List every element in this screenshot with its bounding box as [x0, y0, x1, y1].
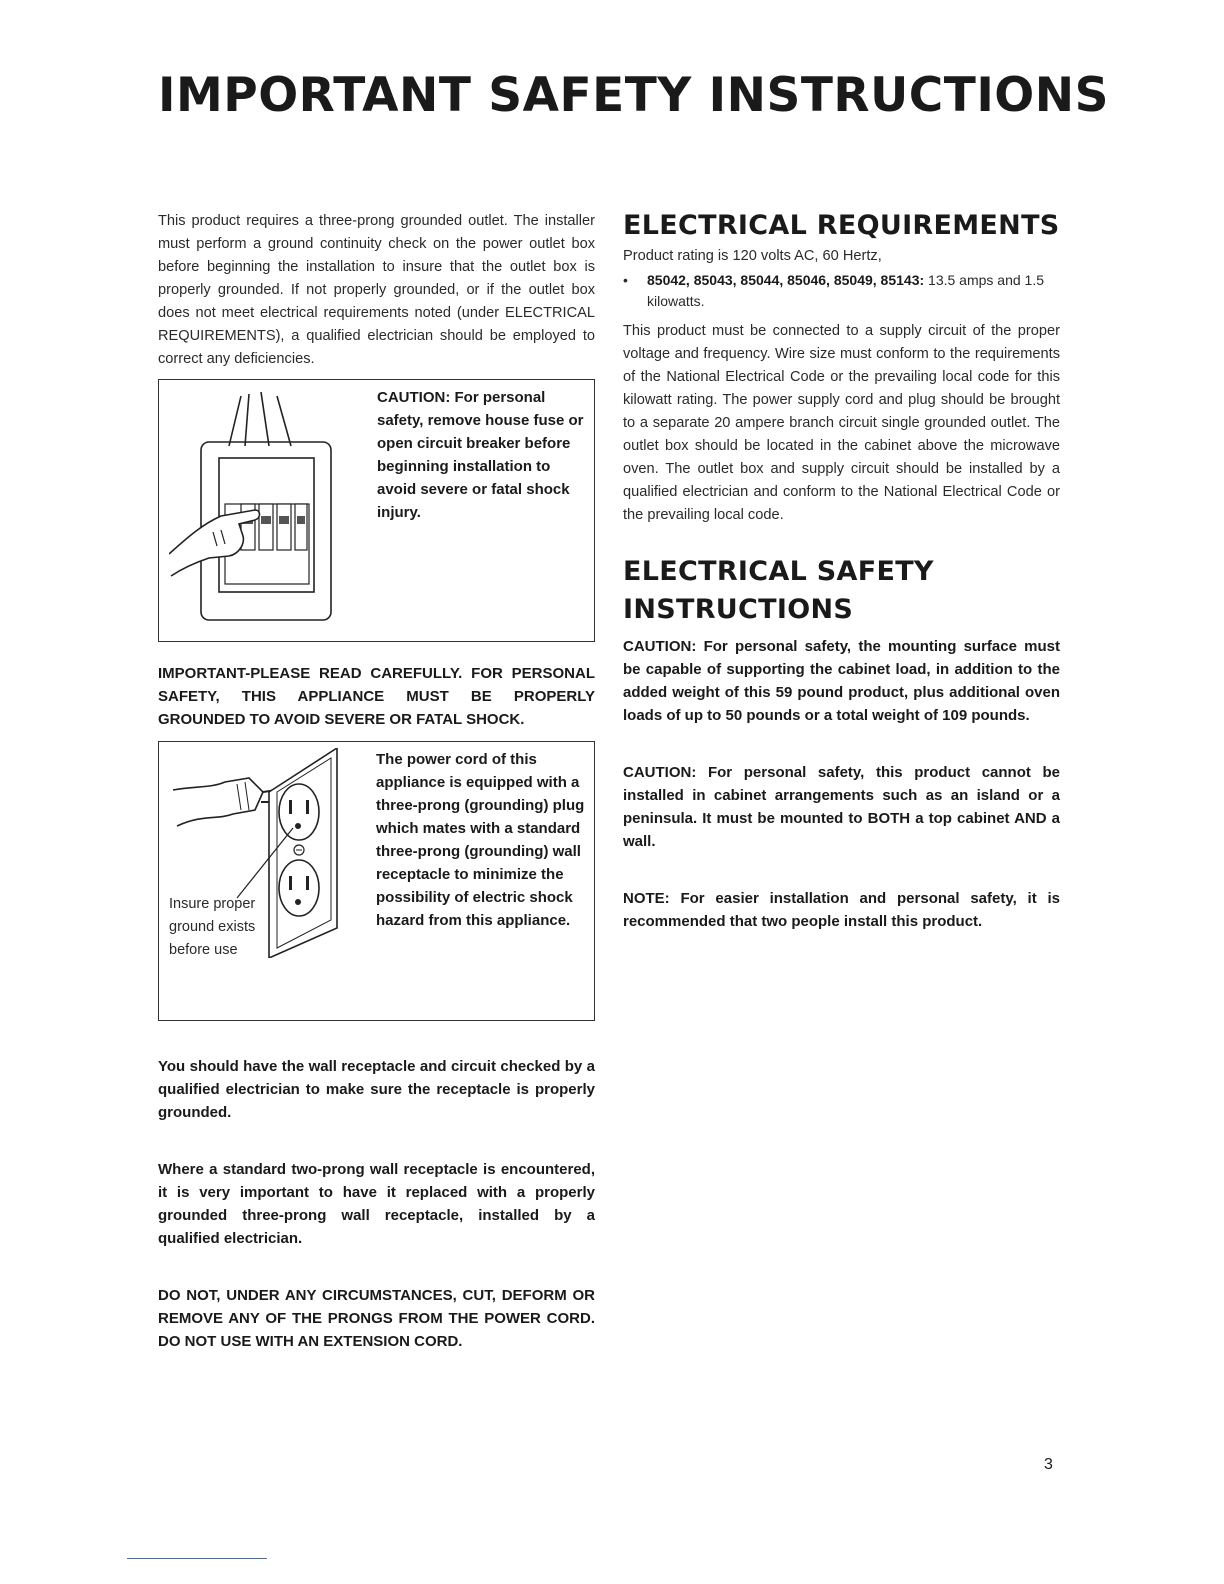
paragraph-do-not: DO NOT, UNDER ANY CIRCUMSTANCES, CUT, DEFORM OR REMOVE ANY OF THE PRONGS FROM THE POWER CORD. DO NOT USE WITH AN EXTENSION CORD.: [158, 1287, 595, 1350]
product-rating: Product rating is 120 volts AC, 60 Hertz,: [623, 248, 882, 264]
model-bullet: [623, 270, 1060, 312]
bullet-dot: •: [623, 272, 628, 288]
caution-body: For personal safety, remove house fuse or open circuit breaker before beginning installation to avoid severe or fatal shock injury.: [377, 389, 584, 521]
caution-cabinet-text: For personal safety, this product cannot be installed in cabinet arrangements such as an island or a peninsula. It must be mounted to BOTH a top cabinet AND a wall.: [623, 764, 1061, 850]
intro-paragraph: This product requires a three-prong grounded outlet. The installer must perform a ground continuity check on the power outlet box before beginning the installation to insure that the outlet box is properly grounded. If not properly grounded, or if the outlet box does not meet electrical requirements noted (under ELECTRICAL REQUIREMENTS), a qualified electrician should be employed to correct any deficiencies.: [158, 213, 595, 367]
caution-label: CAUTION:: [377, 389, 451, 406]
paragraph-two-prong: Where a standard two-prong wall receptacle is encountered, it is very important to have it replaced with a properly grounded three-prong wall receptacle, installed by a qualified electrician.: [158, 1161, 595, 1247]
requirements-paragraph: This product must be connected to a supply circuit of the proper voltage and frequency. Wire size must conform to the requirements of the National Electrical Code or the prevailing local code for this kilowatt rating. The power supply cord and plug should be brought to a separate 20 ampere branch circuit single grounded outlet. The outlet box should be located in the cabinet above the microwave oven. The outlet box and supply circuit should be installed by a qualified electrician and conform to the National Electrical Code or the prevailing local code.: [623, 323, 1060, 523]
power-cord-box: [158, 741, 595, 1021]
electrical-safety-heading: [623, 553, 1060, 629]
important-notice: IMPORTANT-PLEASE READ CAREFULLY. FOR PERSONAL SAFETY, THIS APPLIANCE MUST BE PROPERLY GROUNDED TO AVOID SEVERE OR FATAL SHOCK.: [158, 665, 595, 728]
power-cord-text: The power cord of this appliance is equipped with a three-prong (grounding) plug which mates with a standard three-prong (grounding) wall receptacle to minimize the possibility of electric shock hazard from this appliance.: [376, 751, 585, 929]
safety-heading-line1: ELECTRICAL SAFETY: [623, 556, 934, 587]
caution-mounting: [623, 635, 1060, 727]
note-label: NOTE:: [623, 890, 670, 907]
caution-box-breaker: [158, 379, 595, 642]
footer-rule: [127, 1558, 267, 1559]
model-spec: 13.5 amps and 1.5 kilowatts.: [647, 272, 1045, 309]
caution-mounting-text: For personal safety, the mounting surface must be capable of supporting the cabinet load, in addition to the added weight of this 59 pound product, plus additional oven loads of up to 50 pounds or a total weight of 109 pounds.: [623, 638, 1060, 724]
illustration-caption: Insure proper ground exists before use: [169, 896, 256, 958]
installation-note: [623, 887, 1060, 933]
page-title: IMPORTANT SAFETY INSTRUCTIONS: [158, 68, 1109, 123]
caution-text-breaker: [377, 386, 589, 524]
electrical-requirements-heading: ELECTRICAL REQUIREMENTS: [623, 210, 1060, 241]
circuit-breaker-illustration: [169, 386, 379, 626]
paragraph-check-receptacle: You should have the wall receptacle and circuit checked by a qualified electrician to make sure the receptacle is properly grounded.: [158, 1058, 595, 1121]
left-column: [158, 210, 595, 1353]
caution-cabinet-label: CAUTION:: [623, 764, 697, 781]
caution-mounting-label: CAUTION:: [623, 638, 697, 655]
right-column: [623, 210, 1060, 933]
caution-cabinet: [623, 761, 1060, 853]
note-text: For easier installation and personal safety, it is recommended that two people install this product.: [623, 890, 1060, 930]
model-numbers: 85042, 85043, 85044, 85046, 85049, 85143:: [647, 272, 925, 288]
safety-heading-line2: INSTRUCTIONS: [623, 594, 854, 625]
page-number: 3: [1044, 1456, 1053, 1473]
